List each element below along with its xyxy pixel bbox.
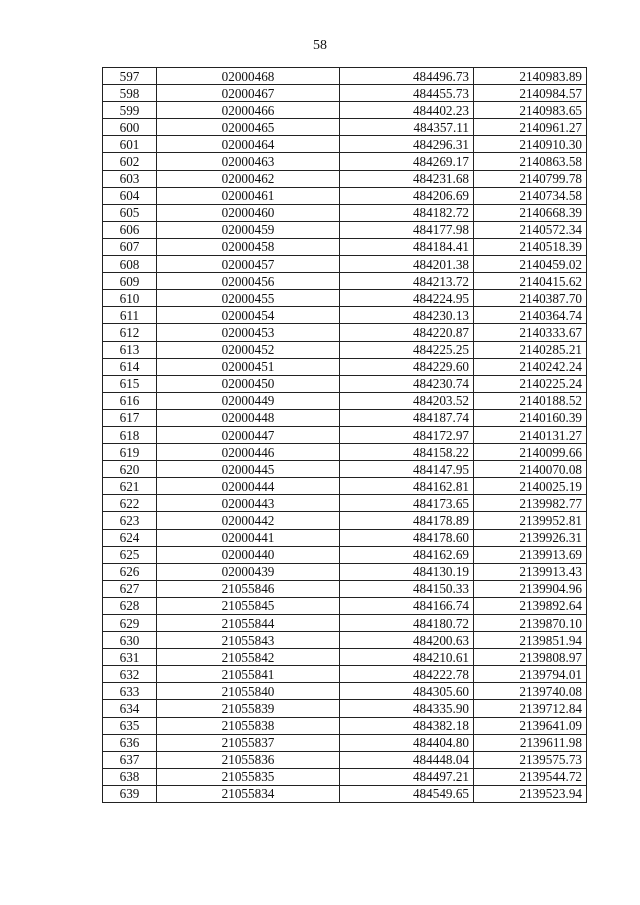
point-number-cell: 617	[103, 409, 157, 426]
point-number-cell: 626	[103, 563, 157, 580]
x-coordinate-cell: 484231.68	[340, 170, 474, 187]
point-id-cell: 02000462	[157, 170, 340, 187]
table-row	[103, 409, 587, 426]
point-number-cell: 597	[103, 68, 157, 85]
y-coordinate-cell: 2140572.34	[474, 221, 587, 238]
x-coordinate-cell: 484549.65	[340, 785, 474, 802]
table-row	[103, 700, 587, 717]
table-row	[103, 546, 587, 563]
table-row	[103, 341, 587, 358]
x-coordinate-cell: 484213.72	[340, 273, 474, 290]
x-coordinate-cell: 484382.18	[340, 717, 474, 734]
x-coordinate-cell: 484357.11	[340, 119, 474, 136]
x-coordinate-cell: 484230.13	[340, 307, 474, 324]
point-number-cell: 609	[103, 273, 157, 290]
table-row	[103, 204, 587, 221]
table-row	[103, 768, 587, 785]
point-id-cell: 02000468	[157, 68, 340, 85]
y-coordinate-cell: 2140668.39	[474, 204, 587, 221]
point-id-cell: 21055836	[157, 751, 340, 768]
point-id-cell: 02000459	[157, 221, 340, 238]
point-id-cell: 02000460	[157, 204, 340, 221]
point-number-cell: 623	[103, 512, 157, 529]
y-coordinate-cell: 2140099.66	[474, 444, 587, 461]
point-id-cell: 21055837	[157, 734, 340, 751]
y-coordinate-cell: 2139851.94	[474, 632, 587, 649]
point-id-cell: 02000453	[157, 324, 340, 341]
table-row	[103, 307, 587, 324]
x-coordinate-cell: 484222.78	[340, 666, 474, 683]
y-coordinate-cell: 2140459.02	[474, 256, 587, 273]
point-id-cell: 21055843	[157, 632, 340, 649]
x-coordinate-cell: 484182.72	[340, 204, 474, 221]
point-number-cell: 608	[103, 256, 157, 273]
point-id-cell: 02000440	[157, 546, 340, 563]
point-number-cell: 600	[103, 119, 157, 136]
table-row	[103, 666, 587, 683]
y-coordinate-cell: 2140160.39	[474, 409, 587, 426]
y-coordinate-cell: 2140983.89	[474, 68, 587, 85]
y-coordinate-cell: 2140518.39	[474, 238, 587, 255]
y-coordinate-cell: 2140333.67	[474, 324, 587, 341]
point-id-cell: 02000465	[157, 119, 340, 136]
x-coordinate-cell: 484335.90	[340, 700, 474, 717]
y-coordinate-cell: 2140415.62	[474, 273, 587, 290]
point-id-cell: 02000441	[157, 529, 340, 546]
y-coordinate-cell: 2139913.43	[474, 563, 587, 580]
y-coordinate-cell: 2139641.09	[474, 717, 587, 734]
point-number-cell: 633	[103, 683, 157, 700]
point-id-cell: 21055840	[157, 683, 340, 700]
table-row	[103, 683, 587, 700]
table-row	[103, 273, 587, 290]
table-row	[103, 358, 587, 375]
y-coordinate-cell: 2140734.58	[474, 187, 587, 204]
table-row	[103, 375, 587, 392]
y-coordinate-cell: 2139740.08	[474, 683, 587, 700]
y-coordinate-cell: 2140364.74	[474, 307, 587, 324]
x-coordinate-cell: 484497.21	[340, 768, 474, 785]
point-id-cell: 02000449	[157, 392, 340, 409]
y-coordinate-cell: 2139575.73	[474, 751, 587, 768]
x-coordinate-cell: 484178.89	[340, 512, 474, 529]
point-number-cell: 613	[103, 341, 157, 358]
point-number-cell: 628	[103, 597, 157, 614]
x-coordinate-cell: 484269.17	[340, 153, 474, 170]
table-row	[103, 734, 587, 751]
y-coordinate-cell: 2139892.64	[474, 597, 587, 614]
point-number-cell: 630	[103, 632, 157, 649]
table-row	[103, 580, 587, 597]
table-row	[103, 136, 587, 153]
point-number-cell: 602	[103, 153, 157, 170]
point-number-cell: 601	[103, 136, 157, 153]
table-row	[103, 119, 587, 136]
point-id-cell: 21055838	[157, 717, 340, 734]
point-number-cell: 622	[103, 495, 157, 512]
x-coordinate-cell: 484220.87	[340, 324, 474, 341]
point-number-cell: 634	[103, 700, 157, 717]
y-coordinate-cell: 2139794.01	[474, 666, 587, 683]
x-coordinate-cell: 484305.60	[340, 683, 474, 700]
point-id-cell: 02000458	[157, 238, 340, 255]
y-coordinate-cell: 2139523.94	[474, 785, 587, 802]
point-id-cell: 02000463	[157, 153, 340, 170]
point-number-cell: 631	[103, 649, 157, 666]
table-row	[103, 785, 587, 802]
y-coordinate-cell: 2139544.72	[474, 768, 587, 785]
point-number-cell: 604	[103, 187, 157, 204]
table-row	[103, 238, 587, 255]
x-coordinate-cell: 484404.80	[340, 734, 474, 751]
point-number-cell: 599	[103, 102, 157, 119]
table-row	[103, 512, 587, 529]
point-id-cell: 02000446	[157, 444, 340, 461]
table-row	[103, 153, 587, 170]
y-coordinate-cell: 2140799.78	[474, 170, 587, 187]
x-coordinate-cell: 484130.19	[340, 563, 474, 580]
point-number-cell: 624	[103, 529, 157, 546]
x-coordinate-cell: 484162.69	[340, 546, 474, 563]
x-coordinate-cell: 484147.95	[340, 461, 474, 478]
x-coordinate-cell: 484178.60	[340, 529, 474, 546]
point-number-cell: 603	[103, 170, 157, 187]
coordinates-table-body	[103, 68, 587, 803]
x-coordinate-cell: 484402.23	[340, 102, 474, 119]
x-coordinate-cell: 484158.22	[340, 444, 474, 461]
x-coordinate-cell: 484200.63	[340, 632, 474, 649]
table-row	[103, 615, 587, 632]
y-coordinate-cell: 2140225.24	[474, 375, 587, 392]
y-coordinate-cell: 2139952.81	[474, 512, 587, 529]
x-coordinate-cell: 484224.95	[340, 290, 474, 307]
point-id-cell: 21055841	[157, 666, 340, 683]
point-number-cell: 627	[103, 580, 157, 597]
x-coordinate-cell: 484162.81	[340, 478, 474, 495]
point-number-cell: 635	[103, 717, 157, 734]
y-coordinate-cell: 2140285.21	[474, 341, 587, 358]
point-id-cell: 02000464	[157, 136, 340, 153]
point-number-cell: 606	[103, 221, 157, 238]
table-row	[103, 717, 587, 734]
point-number-cell: 605	[103, 204, 157, 221]
y-coordinate-cell: 2140070.08	[474, 461, 587, 478]
table-row	[103, 392, 587, 409]
table-row	[103, 529, 587, 546]
table-row	[103, 461, 587, 478]
x-coordinate-cell: 484448.04	[340, 751, 474, 768]
point-number-cell: 639	[103, 785, 157, 802]
page-number: 58	[313, 38, 327, 53]
point-id-cell: 02000445	[157, 461, 340, 478]
table-row	[103, 632, 587, 649]
table-row	[103, 102, 587, 119]
y-coordinate-cell: 2139982.77	[474, 495, 587, 512]
point-id-cell: 02000457	[157, 256, 340, 273]
point-number-cell: 618	[103, 426, 157, 443]
point-id-cell: 02000439	[157, 563, 340, 580]
x-coordinate-cell: 484173.65	[340, 495, 474, 512]
point-id-cell: 02000466	[157, 102, 340, 119]
x-coordinate-cell: 484180.72	[340, 615, 474, 632]
table-row	[103, 187, 587, 204]
x-coordinate-cell: 484496.73	[340, 68, 474, 85]
y-coordinate-cell: 2140131.27	[474, 426, 587, 443]
point-id-cell: 21055846	[157, 580, 340, 597]
x-coordinate-cell: 484166.74	[340, 597, 474, 614]
point-id-cell: 02000451	[157, 358, 340, 375]
point-id-cell: 02000456	[157, 273, 340, 290]
table-row	[103, 495, 587, 512]
x-coordinate-cell: 484177.98	[340, 221, 474, 238]
table-row	[103, 256, 587, 273]
point-id-cell: 02000448	[157, 409, 340, 426]
table-row	[103, 426, 587, 443]
point-id-cell: 02000450	[157, 375, 340, 392]
point-number-cell: 638	[103, 768, 157, 785]
y-coordinate-cell: 2139913.69	[474, 546, 587, 563]
y-coordinate-cell: 2139870.10	[474, 615, 587, 632]
point-number-cell: 598	[103, 85, 157, 102]
table-row	[103, 597, 587, 614]
y-coordinate-cell: 2139712.84	[474, 700, 587, 717]
point-id-cell: 21055839	[157, 700, 340, 717]
point-id-cell: 02000447	[157, 426, 340, 443]
table-row	[103, 170, 587, 187]
table-row	[103, 221, 587, 238]
point-number-cell: 636	[103, 734, 157, 751]
x-coordinate-cell: 484203.52	[340, 392, 474, 409]
point-number-cell: 610	[103, 290, 157, 307]
point-number-cell: 629	[103, 615, 157, 632]
point-id-cell: 02000454	[157, 307, 340, 324]
y-coordinate-cell: 2139611.98	[474, 734, 587, 751]
y-coordinate-cell: 2140025.19	[474, 478, 587, 495]
y-coordinate-cell: 2140983.65	[474, 102, 587, 119]
x-coordinate-cell: 484187.74	[340, 409, 474, 426]
point-number-cell: 637	[103, 751, 157, 768]
table-row	[103, 68, 587, 85]
table-row	[103, 563, 587, 580]
table-row	[103, 444, 587, 461]
x-coordinate-cell: 484229.60	[340, 358, 474, 375]
table-row	[103, 324, 587, 341]
point-number-cell: 632	[103, 666, 157, 683]
y-coordinate-cell: 2139904.96	[474, 580, 587, 597]
y-coordinate-cell: 2140984.57	[474, 85, 587, 102]
y-coordinate-cell: 2140961.27	[474, 119, 587, 136]
x-coordinate-cell: 484172.97	[340, 426, 474, 443]
x-coordinate-cell: 484210.61	[340, 649, 474, 666]
x-coordinate-cell: 484225.25	[340, 341, 474, 358]
x-coordinate-cell: 484206.69	[340, 187, 474, 204]
point-id-cell: 02000442	[157, 512, 340, 529]
point-id-cell: 02000443	[157, 495, 340, 512]
x-coordinate-cell: 484296.31	[340, 136, 474, 153]
y-coordinate-cell: 2139808.97	[474, 649, 587, 666]
point-number-cell: 621	[103, 478, 157, 495]
point-id-cell: 21055844	[157, 615, 340, 632]
point-id-cell: 21055835	[157, 768, 340, 785]
point-id-cell: 02000467	[157, 85, 340, 102]
point-number-cell: 611	[103, 307, 157, 324]
coordinates-table	[102, 67, 587, 803]
y-coordinate-cell: 2140863.58	[474, 153, 587, 170]
point-id-cell: 02000452	[157, 341, 340, 358]
table-row	[103, 649, 587, 666]
point-number-cell: 619	[103, 444, 157, 461]
point-id-cell: 02000444	[157, 478, 340, 495]
point-number-cell: 616	[103, 392, 157, 409]
x-coordinate-cell: 484150.33	[340, 580, 474, 597]
point-id-cell: 21055842	[157, 649, 340, 666]
table-row	[103, 478, 587, 495]
x-coordinate-cell: 484230.74	[340, 375, 474, 392]
y-coordinate-cell: 2140242.24	[474, 358, 587, 375]
point-id-cell: 02000461	[157, 187, 340, 204]
point-id-cell: 21055845	[157, 597, 340, 614]
x-coordinate-cell: 484184.41	[340, 238, 474, 255]
point-id-cell: 21055834	[157, 785, 340, 802]
point-number-cell: 620	[103, 461, 157, 478]
y-coordinate-cell: 2140910.30	[474, 136, 587, 153]
point-number-cell: 614	[103, 358, 157, 375]
x-coordinate-cell: 484455.73	[340, 85, 474, 102]
point-number-cell: 625	[103, 546, 157, 563]
point-number-cell: 615	[103, 375, 157, 392]
table-row	[103, 85, 587, 102]
x-coordinate-cell: 484201.38	[340, 256, 474, 273]
table-row	[103, 751, 587, 768]
table-row	[103, 290, 587, 307]
y-coordinate-cell: 2139926.31	[474, 529, 587, 546]
y-coordinate-cell: 2140387.70	[474, 290, 587, 307]
y-coordinate-cell: 2140188.52	[474, 392, 587, 409]
point-id-cell: 02000455	[157, 290, 340, 307]
point-number-cell: 607	[103, 238, 157, 255]
point-number-cell: 612	[103, 324, 157, 341]
